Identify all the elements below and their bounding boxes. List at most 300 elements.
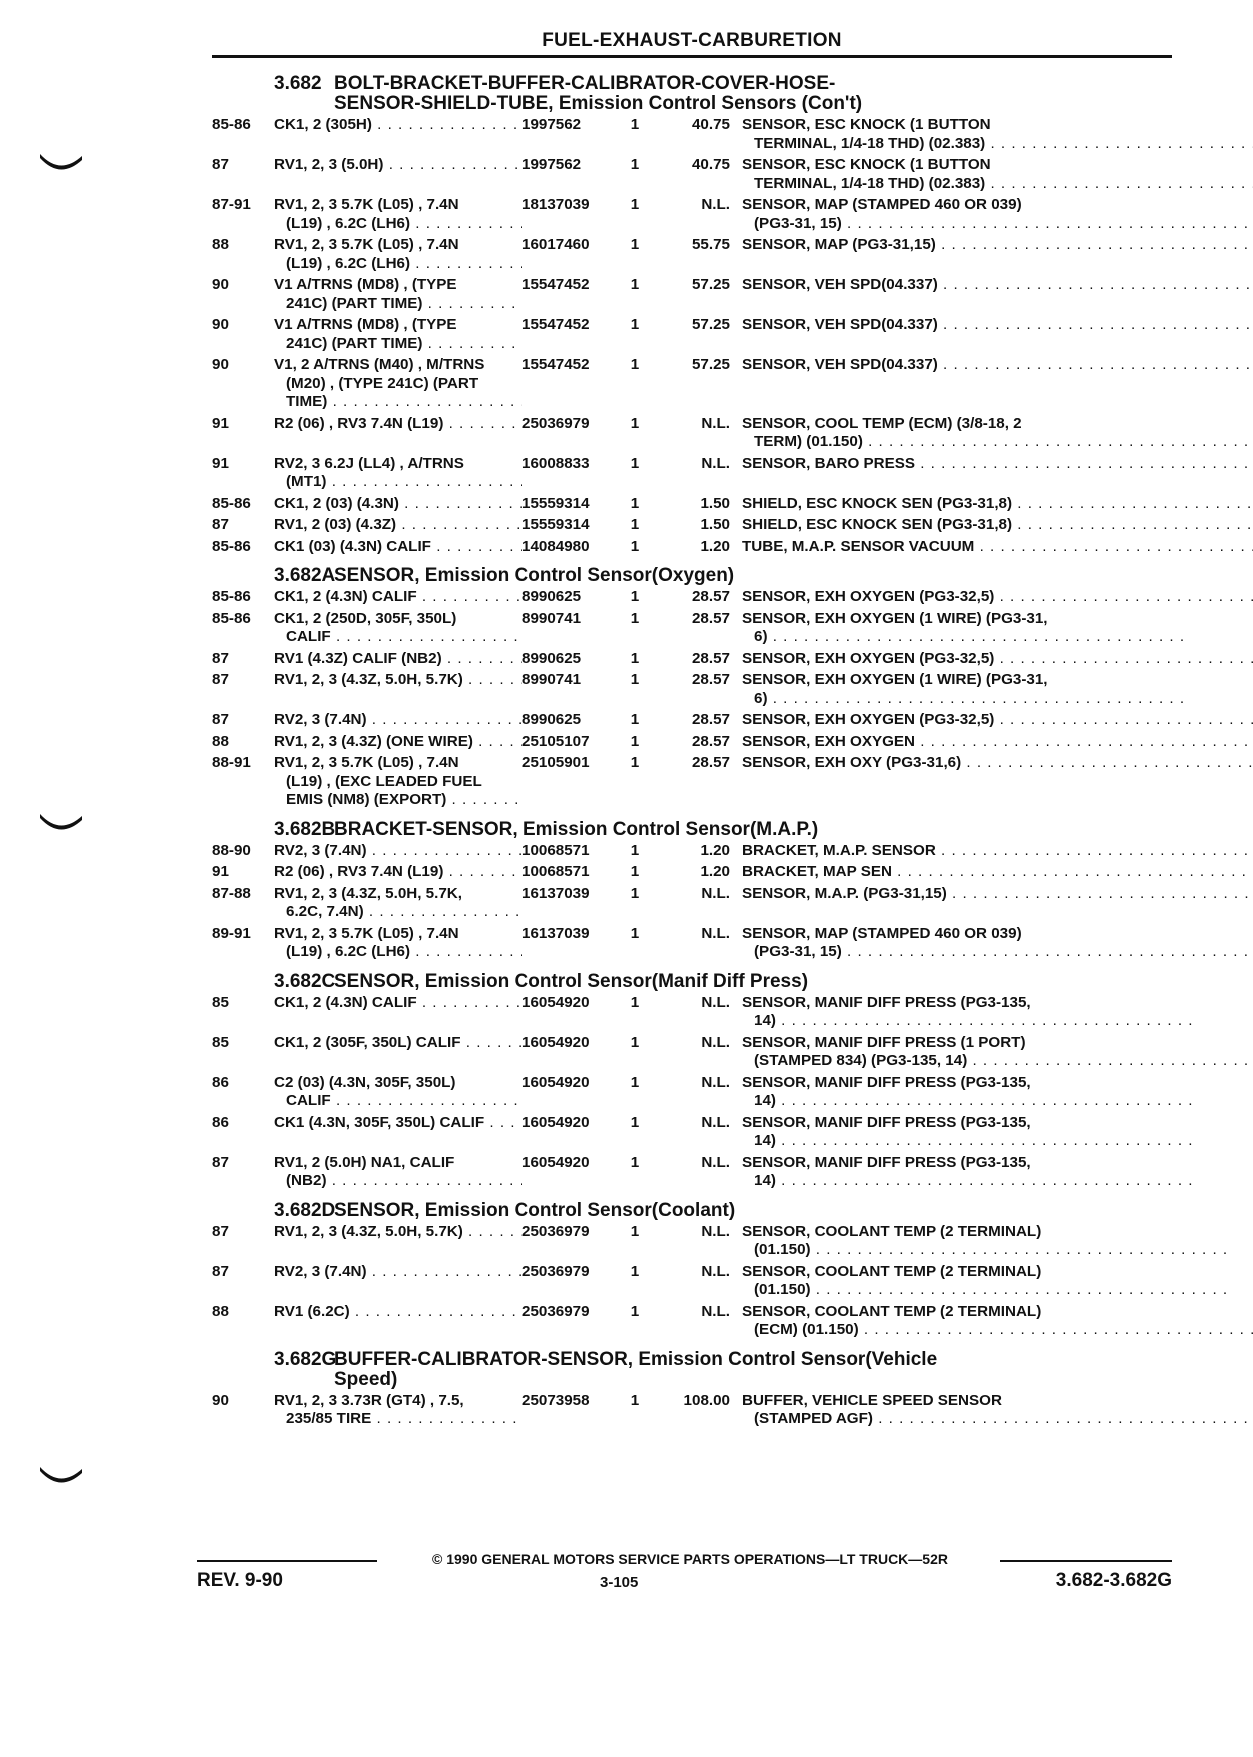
application-line: RV1, 2, 3 3.73R (GT4) , 7.5, (274, 1391, 464, 1409)
description (742, 733, 1253, 752)
description (742, 276, 1253, 295)
table-row (212, 1154, 1172, 1191)
price: N.L. (701, 1033, 730, 1051)
description (742, 711, 1253, 730)
model-years: 90 (212, 276, 229, 293)
price: 1.20 (700, 841, 730, 859)
quantity: 1 (630, 884, 640, 902)
quantity: 1 (630, 732, 640, 750)
price: 57.25 (691, 316, 730, 333)
application (274, 733, 522, 752)
application (274, 156, 522, 175)
price: 108.00 (683, 1391, 730, 1409)
description (742, 116, 1253, 153)
description-line: SHIELD, ESC KNOCK SEN (PG3-31,8) . . . (742, 495, 1253, 514)
description-line: SENSOR, MAP (PG3-31,15) . . . (742, 236, 1253, 255)
quantity: 1 (630, 537, 640, 555)
price: N.L. (701, 1222, 730, 1240)
description (742, 1074, 1194, 1111)
model-years: 87 (212, 516, 229, 533)
section-title (334, 1350, 1172, 1390)
section-range: 3.682-3.682G (1055, 1570, 1172, 1591)
section-header (212, 1201, 1172, 1221)
application-line: CK1, 2 (250D, 305F, 350L) (274, 609, 457, 627)
price: 28.57 (691, 649, 730, 667)
model-years: 88 (212, 1302, 229, 1320)
application-line: (L19) , (EXC LEADED FUEL (286, 772, 482, 790)
quantity: 1 (630, 609, 640, 627)
model-years: 90 (212, 316, 229, 333)
application-line: 241C) (PART TIME) . . . (274, 335, 522, 354)
application (274, 1263, 522, 1282)
footer-rule (197, 1560, 377, 1562)
description-line: (01.150) . . . (742, 1281, 1228, 1300)
table-row (212, 925, 1172, 962)
application-line: 235/85 TIRE . . . (274, 1410, 522, 1429)
application-line: V1, 2 A/TRNS (M40) , M/TRNS (274, 356, 485, 373)
description-line: SENSOR, MANIF DIFF PRESS (1 PORT) (742, 1033, 1026, 1051)
part-number: 25036979 (522, 1262, 590, 1280)
description (742, 356, 1253, 375)
section-number: 3.682A (274, 565, 336, 586)
section-number: 3.682G (274, 1348, 337, 1370)
part-number: 16054920 (522, 993, 590, 1011)
table-row (212, 754, 1172, 810)
price: N.L. (701, 884, 730, 902)
part-number: 25105901 (522, 754, 590, 771)
application-line: RV2, 3 6.2J (LL4) , A/TRNS (274, 454, 464, 472)
description (742, 495, 1253, 514)
application-line: RV1, 2, 3 (4.3Z, 5.0H, 5.7K, (274, 884, 462, 902)
part-number: 16054920 (522, 1153, 590, 1171)
application-line: TIME) . . . (274, 393, 522, 412)
application-line: (L19) , 6.2C (LH6) . . . (274, 215, 522, 234)
part-number: 25036979 (522, 1302, 590, 1320)
quantity: 1 (630, 1073, 640, 1091)
description-line: SENSOR, ESC KNOCK (1 BUTTON (742, 156, 991, 173)
description (742, 671, 1185, 708)
quantity: 1 (630, 454, 640, 472)
model-years: 85 (212, 1033, 229, 1051)
model-years: 86 (212, 1073, 229, 1091)
part-number: 1997562 (522, 116, 582, 133)
description (742, 885, 1253, 904)
model-years: 87 (212, 1153, 229, 1171)
description-line: BUFFER, VEHICLE SPEED SENSOR (742, 1391, 1002, 1409)
application-line: (NB2) . . . (274, 1172, 522, 1191)
part-number: 14084980 (522, 537, 590, 555)
table-row (212, 156, 1172, 193)
description (742, 1223, 1228, 1260)
description-line: 6) . . . (742, 690, 1185, 709)
table-row (212, 994, 1172, 1031)
table-row (212, 415, 1172, 452)
description-line: SENSOR, ESC KNOCK (1 BUTTON (742, 116, 991, 133)
model-years: 87-91 (212, 196, 251, 213)
description (742, 236, 1253, 255)
model-years: 87 (212, 711, 229, 728)
description-line: TERMINAL, 1/4-18 THD) (02.383) . . . (742, 175, 1253, 194)
header-rule (212, 55, 1172, 58)
model-years: 85-86 (212, 116, 251, 133)
price: 57.25 (691, 276, 730, 293)
application (274, 116, 522, 135)
section-number: 3.682B (274, 818, 336, 840)
table-row (212, 588, 1172, 607)
quantity: 1 (630, 1391, 640, 1409)
model-years: 88 (212, 236, 229, 253)
quantity: 1 (630, 1113, 640, 1131)
section-title-line: SENSOR, Emission Control Sensor(Oxygen) (334, 565, 735, 586)
application (274, 1074, 522, 1111)
quantity: 1 (630, 1262, 640, 1280)
section-title-line: Speed) (334, 1368, 398, 1390)
description-line: SENSOR, MANIF DIFF PRESS (PG3-135, (742, 993, 1031, 1011)
description-line: SENSOR, EXH OXYGEN (1 WIRE) (PG3-31, (742, 609, 1048, 627)
description-line: 14) . . . (742, 1172, 1194, 1191)
application-line: RV1 (4.3Z) CALIF (NB2) . . . (274, 650, 522, 669)
application-line: 241C) (PART TIME) . . . (274, 295, 522, 314)
section-title-line: BOLT-BRACKET-BUFFER-CALIBRATOR-COVER-HOSE- (334, 73, 836, 94)
section-title (334, 820, 1172, 840)
quantity: 1 (630, 516, 640, 533)
section-title (334, 74, 1172, 114)
part-number: 25036979 (522, 1222, 590, 1240)
application-line: RV1, 2, 3 5.7K (L05) , 7.4N (274, 236, 459, 253)
model-years: 85-86 (212, 537, 251, 555)
price: N.L. (701, 1302, 730, 1320)
part-number: 15547452 (522, 276, 590, 293)
application (274, 863, 522, 882)
part-number: 10068571 (522, 841, 590, 859)
application (274, 196, 522, 233)
model-years: 85-86 (212, 494, 251, 512)
price: 40.75 (691, 116, 730, 133)
description-line: SENSOR, MANIF DIFF PRESS (PG3-135, (742, 1113, 1031, 1131)
application-line: CK1, 2 (03) (4.3N) . . . (274, 495, 522, 514)
description-line: SENSOR, VEH SPD(04.337) . . . (742, 276, 1253, 295)
table-row (212, 516, 1172, 535)
description (742, 925, 1253, 962)
description-line: (PG3-31, 15) . . . (742, 215, 1253, 234)
application-line: CALIF . . . (274, 628, 522, 647)
description-line: SENSOR, COOLANT TEMP (2 TERMINAL) (742, 1222, 1042, 1240)
application-line: RV1, 2 (03) (4.3Z) . . . (274, 516, 522, 535)
table-row (212, 236, 1172, 273)
application (274, 1034, 522, 1053)
part-number: 8990741 (522, 609, 582, 627)
price: N.L. (701, 1073, 730, 1091)
section-header (212, 566, 1172, 586)
part-number: 1997562 (522, 156, 582, 173)
binder-hole-mark (38, 810, 84, 836)
model-years: 87 (212, 1222, 229, 1240)
table-row (212, 711, 1172, 730)
quantity: 1 (630, 924, 640, 942)
price: 28.57 (691, 732, 730, 750)
model-years: 87 (212, 156, 229, 173)
quantity: 1 (630, 116, 640, 133)
part-number: 25036979 (522, 414, 590, 432)
footer-rule (1000, 1560, 1172, 1562)
model-years: 91 (212, 454, 229, 472)
application-line: (L19) , 6.2C (LH6) . . . (274, 255, 522, 274)
description (742, 650, 1253, 669)
description (742, 415, 1253, 452)
table-row (212, 650, 1172, 669)
model-years: 85-86 (212, 609, 251, 627)
part-number: 16054920 (522, 1073, 590, 1091)
description-line: (01.150) . . . (742, 1241, 1228, 1260)
price: 1.50 (700, 494, 730, 512)
footer-copyright: © 1990 GENERAL MOTORS SERVICE PARTS OPERATIONS—LT TRUCK—52R (432, 1551, 948, 1567)
application (274, 885, 522, 922)
section-header (212, 820, 1172, 840)
price: 57.25 (691, 356, 730, 373)
description-line: SENSOR, MAP (STAMPED 460 OR 039) (742, 924, 1022, 942)
section-title-line: BRACKET-SENSOR, Emission Control Sensor(M.A.P.) (334, 818, 819, 840)
quantity: 1 (630, 841, 640, 859)
price: 28.57 (691, 609, 730, 627)
price: N.L. (701, 1153, 730, 1171)
application-line: (M20) , (TYPE 241C) (PART (286, 374, 479, 392)
application (274, 1114, 522, 1133)
table-row (212, 495, 1172, 514)
model-years: 90 (212, 1391, 229, 1409)
model-years: 91 (212, 863, 229, 880)
price: 28.57 (691, 671, 730, 688)
description-line: SENSOR, VEH SPD(04.337) . . . (742, 316, 1253, 335)
description (742, 863, 1253, 882)
quantity: 1 (630, 711, 640, 728)
table-row (212, 356, 1172, 412)
part-number: 10068571 (522, 863, 590, 880)
quantity: 1 (630, 196, 640, 213)
parts-catalog (212, 70, 1172, 1432)
description (742, 1263, 1228, 1300)
application-line: RV1, 2, 3 (5.0H) . . . (274, 156, 522, 175)
application (274, 925, 522, 962)
application (274, 538, 522, 557)
quantity: 1 (630, 1302, 640, 1320)
description-line: SHIELD, ESC KNOCK SEN (PG3-31,8) . . . (742, 516, 1253, 535)
description-line: SENSOR, COOLANT TEMP (2 TERMINAL) (742, 1262, 1042, 1280)
description-line: SENSOR, EXH OXYGEN (PG3-32,5) . . . (742, 650, 1253, 669)
application-line: RV1 (6.2C) . . . (274, 1303, 522, 1322)
section-header (212, 74, 1172, 114)
description (742, 156, 1253, 193)
description-line: SENSOR, BARO PRESS . . . (742, 455, 1253, 474)
description (742, 196, 1253, 233)
table-row (212, 733, 1172, 752)
description-line: SENSOR, VEH SPD(04.337) . . . (742, 356, 1253, 375)
application-line: R2 (06) , RV3 7.4N (L19) . . . (274, 863, 522, 882)
model-years: 87-88 (212, 884, 251, 902)
application-line: CK1 (03) (4.3N) CALIF . . . (274, 538, 522, 557)
application (274, 1154, 522, 1191)
description-line: BRACKET, MAP SEN . . . (742, 863, 1253, 882)
part-number: 8990625 (522, 588, 582, 605)
model-years: 91 (212, 414, 229, 432)
application-line: RV2, 3 (7.4N) . . . (274, 711, 522, 730)
part-number: 15559314 (522, 494, 590, 512)
application-line: CK1, 2 (305H) . . . (274, 116, 522, 135)
application-line: CALIF . . . (274, 1092, 522, 1111)
section-title-line: SENSOR, Emission Control Sensor(Manif Diff Press) (334, 970, 809, 992)
part-number: 15547452 (522, 316, 590, 333)
application (274, 1223, 522, 1242)
description-line: SENSOR, MANIF DIFF PRESS (PG3-135, (742, 1073, 1031, 1091)
description-line: SENSOR, COOLANT TEMP (2 TERMINAL) (742, 1302, 1042, 1320)
part-number: 16017460 (522, 236, 590, 253)
model-years: 88-90 (212, 841, 251, 859)
description-line: 14) . . . (742, 1132, 1194, 1151)
description-line: SENSOR, EXH OXYGEN (PG3-32,5) . . . (742, 711, 1253, 730)
part-number: 16137039 (522, 924, 590, 942)
model-years: 88 (212, 732, 229, 750)
price: 28.57 (691, 588, 730, 605)
table-row (212, 1303, 1172, 1340)
description-line: 6) . . . (742, 628, 1185, 647)
application-line: CK1, 2 (4.3N) CALIF . . . (274, 994, 522, 1013)
part-number: 25105107 (522, 732, 590, 750)
description (742, 1303, 1253, 1340)
quantity: 1 (630, 1222, 640, 1240)
section-number: 3.682C (274, 970, 336, 992)
table-row (212, 316, 1172, 353)
price: 28.57 (691, 711, 730, 728)
quantity: 1 (630, 588, 640, 605)
description-line: 14) . . . (742, 1012, 1194, 1031)
part-number: 8990741 (522, 671, 582, 688)
application (274, 610, 522, 647)
price: 1.20 (700, 863, 730, 880)
application-line: RV1, 2 (5.0H) NA1, CALIF (274, 1153, 455, 1171)
description-line: (PG3-31, 15) . . . (742, 943, 1253, 962)
section-title-line: SENSOR-SHIELD-TUBE, Emission Control Sensors (Con't) (334, 93, 863, 114)
price: 55.75 (691, 236, 730, 253)
description-line: (ECM) (01.150) . . . (742, 1321, 1253, 1340)
revision-label: REV. 9-90 (197, 1570, 283, 1591)
price: 1.50 (700, 516, 730, 533)
application-line: CK1, 2 (305F, 350L) CALIF . . . (274, 1034, 522, 1053)
application-line: RV2, 3 (7.4N) . . . (274, 842, 522, 861)
table-row (212, 455, 1172, 492)
application (274, 671, 522, 690)
description (742, 455, 1253, 474)
table-row (212, 1034, 1172, 1071)
price: 40.75 (691, 156, 730, 173)
price: N.L. (701, 414, 730, 432)
quantity: 1 (630, 649, 640, 667)
application-line: V1 A/TRNS (MD8) , (TYPE (274, 276, 457, 293)
table-row (212, 842, 1172, 861)
description-line: SENSOR, EXH OXYGEN (PG3-32,5) . . . (742, 588, 1253, 607)
section-title (334, 1201, 1172, 1221)
description-line: SENSOR, EXH OXY (PG3-31,6) . . . (742, 754, 1253, 773)
section-number: 3.682 (274, 73, 322, 94)
description (742, 994, 1194, 1031)
binder-hole-mark (38, 150, 84, 176)
application (274, 650, 522, 669)
part-number: 16054920 (522, 1113, 590, 1131)
part-number: 15559314 (522, 516, 590, 533)
quantity: 1 (630, 993, 640, 1011)
price: N.L. (701, 993, 730, 1011)
part-number: 16054920 (522, 1033, 590, 1051)
application-line: RV1, 2, 3 (4.3Z, 5.0H, 5.7K) . . . (274, 1223, 522, 1242)
description-line: SENSOR, EXH OXYGEN (1 WIRE) (PG3-31, (742, 671, 1048, 688)
application (274, 994, 522, 1013)
application-line: EMIS (NM8) (EXPORT) . . . (274, 791, 522, 810)
description-line: BRACKET, M.A.P. SENSOR . . . (742, 842, 1253, 861)
part-number: 18137039 (522, 196, 590, 213)
description (742, 842, 1253, 861)
table-row (212, 538, 1172, 557)
quantity: 1 (630, 156, 640, 173)
section-title-line: BUFFER-CALIBRATOR-SENSOR, Emission Control Sensor(Vehicle (334, 1348, 938, 1370)
model-years: 87 (212, 671, 229, 688)
table-row (212, 671, 1172, 708)
quantity: 1 (630, 356, 640, 373)
model-years: 88-91 (212, 754, 251, 771)
quantity: 1 (630, 236, 640, 253)
price: N.L. (701, 924, 730, 942)
model-years: 89-91 (212, 924, 251, 942)
table-row (212, 885, 1172, 922)
application (274, 316, 522, 353)
quantity: 1 (630, 276, 640, 293)
page-title: FUEL-EXHAUST-CARBURETION (542, 30, 842, 51)
table-row (212, 1392, 1172, 1429)
binder-hole-mark (38, 1463, 84, 1489)
application-line: RV2, 3 (7.4N) . . . (274, 1263, 522, 1282)
description-line: SENSOR, EXH OXYGEN . . . (742, 733, 1253, 752)
price: N.L. (701, 196, 730, 213)
application (274, 276, 522, 313)
application-line: R2 (06) , RV3 7.4N (L19) . . . (274, 415, 522, 434)
table-row (212, 196, 1172, 233)
part-number: 8990625 (522, 711, 582, 728)
part-number: 8990625 (522, 649, 582, 667)
description-line: 14) . . . (742, 1092, 1194, 1111)
section-title (334, 972, 1172, 992)
model-years: 87 (212, 1262, 229, 1280)
price: 28.57 (691, 754, 730, 771)
application-line: (L19) , 6.2C (LH6) . . . (274, 943, 522, 962)
description-line: SENSOR, MANIF DIFF PRESS (PG3-135, (742, 1153, 1031, 1171)
part-number: 16008833 (522, 454, 590, 472)
page-number: 3-105 (600, 1574, 639, 1591)
quantity: 1 (630, 1033, 640, 1051)
model-years: 90 (212, 356, 229, 373)
application (274, 711, 522, 730)
price: N.L. (701, 454, 730, 472)
application (274, 1303, 522, 1322)
application (274, 516, 522, 535)
table-row (212, 116, 1172, 153)
description (742, 538, 1253, 557)
application-line: RV1, 2, 3 (4.3Z) (ONE WIRE) . . . (274, 733, 522, 752)
description (742, 316, 1253, 335)
table-row (212, 610, 1172, 647)
application-line: CK1, 2 (4.3N) CALIF . . . (274, 588, 522, 607)
part-number: 15547452 (522, 356, 590, 373)
application (274, 415, 522, 434)
description (742, 1392, 1253, 1429)
application-line: 6.2C, 7.4N) . . . (274, 903, 522, 922)
description-line: SENSOR, COOL TEMP (ECM) (3/8-18, 2 (742, 414, 1022, 432)
